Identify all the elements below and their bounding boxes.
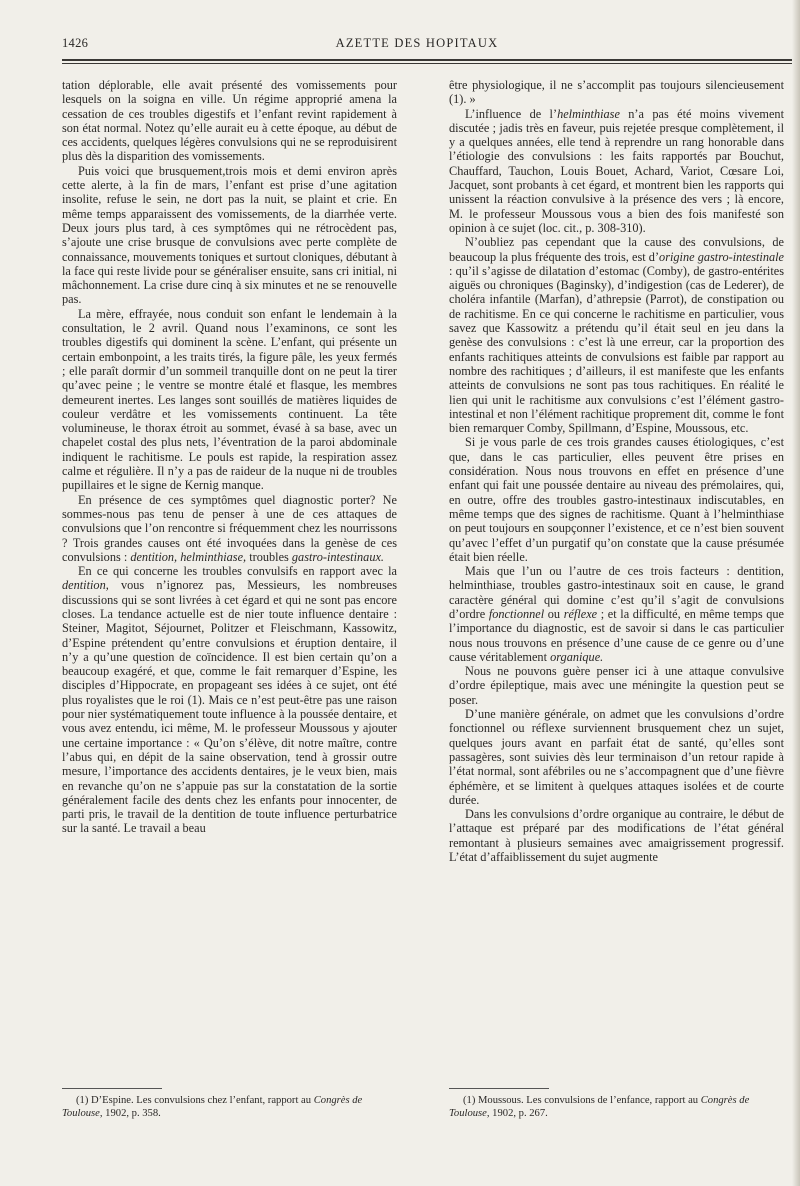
paragraph bbox=[62, 564, 397, 836]
text-run: vous n’ignorez pas, Messieurs, les nombreuses discussions qui se sont livrées à cet égard et qui ne sont pas encore closes. La tendance actuelle est de nier toute influence dentaire : Steiner, Magitot, Séjournet, Politzer et Fleischmann, Kassowitz, d’Espine prétendent qu’entre convulsions et éruption dentaire, il n’y a qu’une question de coïncidence. Il est bien certain qu’on a beaucoup exagéré, et que, comme le fait remarquer d’Espine, les disciples d’Hippocrate, en propageant ses idées à ce sujet, ont été plus royalistes que le roi (1). Mais ce n’est peut-être pas une raison pour nier systématiquement toute influence à la poussée dentaire, et vous avez entendu, ici même, M. le professeur Moussous y ajouter une certaine importance : « Qu’on s’élève, dit notre maître, contre l’abus qui, en dépit de la saine observation, tend à grossir outre mesure, l’importance des accidents dentaires, je le veux bien, mais en revanche qu’on ne s’appuie pas sur la constatation de la sortie généralement facile des dents chez les enfants pour innocenter, de parti pris, le travail de la dentition de toute influence perturbatrice sur la santé. Le travail a beau bbox=[62, 578, 397, 836]
italic-text: organique. bbox=[550, 649, 604, 664]
text-run: n’a pas été moins vivement discutée ; jadis très en faveur, puis rejetée presque complètement, il y a quelques années, elle tend à reprendre un rang honorable dans l’étiologie des convulsions : les faits rapportés par Bouchut, Chauffard, Tauchon, Louis Bouet, Achard, Variot, Cœsare Loi, Jacquet, sont probants à cet égard, et montrent bien les rapports qui unissent la réaction convulsive à la présence des vers ; là encore, M. le professeur Moussous vous a bien des fois manifesté son opinion à ce sujet (loc. cit., p. 308-310). bbox=[449, 106, 784, 235]
footnote-rule-right bbox=[449, 1088, 549, 1089]
text-run: D’une manière générale, on admet que les convulsions d’ordre fonctionnel ou réflexe surviennent brusquement chez un sujet, quelques jours avant en parfait état de santé, qu’elles sont passagères, sont suivies dès leur terminaison d’un retour rapide à l’état normal, sont afébriles ou ne s’accompagnent que d’une fièvre éphémère, et se limitent à quelques attaques isolées et de courte durée. bbox=[449, 707, 784, 807]
text-run: Nous ne pouvons guère penser ici à une attaque convulsive d’ordre épileptique, mais avec une méningite la question peut se poser. bbox=[449, 664, 784, 707]
paragraph bbox=[62, 493, 397, 564]
text-run: : qu’il s’agisse de dilatation d’estomac (Comby), de gastro-entérites aiguës ou chroniques (Baginsky), d’indigestion (cas de Lederer), de choléra infantile (Marfan), d’athrepsie (Parrot), de constipation ou de rachitisme. En ce qui concerne le rachitisme en particulier, vous savez que Kassowitz a prétendu qu’il était seul en jeu dans la genèse des convulsions : c’est là une erreur, car la proportion des enfants rachitiques atteints de convulsions est faible par rapport au nombre des rachitiques ; d’ailleurs, il est manifeste que les enfants atteints de convulsions ne sont pas tous rachitiques. En réalité le lien qui unit le rachitisme aux convulsions c’est l’élément gastro-intestinal et non l’élément rachitique proprement dit, comme le font bien remarquer Comby, Spillmann, d’Espine, Moussous, etc. bbox=[449, 263, 784, 436]
footnote-rule-left bbox=[62, 1088, 162, 1089]
text-run: 1902, p. 267. bbox=[489, 1107, 548, 1119]
footnote-text bbox=[62, 1095, 397, 1120]
paragraph bbox=[62, 307, 397, 493]
text-run: (1) Moussous. Les convulsions de l’enfance, rapport au bbox=[463, 1095, 701, 1106]
paragraph bbox=[449, 564, 784, 664]
text-run: Mais que l’un ou l’autre de ces trois facteurs : dentition, helminthiase, troubles gastro-intestinaux soit en cause, le grand caractère général qui domine c’est qu’il s’agit de convulsions d’ordre bbox=[449, 564, 784, 621]
header-rule-thick bbox=[62, 59, 792, 61]
text-run: En présence de ces symptômes quel diagnostic porter? Ne sommes-nous pas tenu de penser à une de ces attaques de convulsions que l’on rencontre si fréquemment chez les nourrissons ? Trois grandes causes ont été invoquées dans la genèse de ces convulsions : bbox=[62, 492, 397, 564]
page-number: 1426 bbox=[62, 36, 89, 50]
text-run: (1) D’Espine. Les convulsions chez l’enfant, rapport au bbox=[76, 1095, 314, 1106]
paragraph bbox=[62, 164, 397, 307]
italic-text: dentition, bbox=[62, 578, 109, 593]
paragraph bbox=[449, 807, 784, 864]
right-text-column bbox=[449, 78, 784, 864]
italic-text: Congrès de Toulouse, bbox=[449, 1095, 750, 1119]
text-run: ; et la difficulté, en même temps que l’importance du diagnostic, est de savoir si dans le cas particulier nous nous trouvons en présence d’une cause de ce genre ou d’une cause véritablement bbox=[449, 606, 784, 664]
paragraph bbox=[449, 435, 784, 564]
left-text-column bbox=[62, 78, 397, 836]
text-run: En ce qui concerne les troubles convulsifs en rapport avec la bbox=[78, 564, 397, 579]
journal-title: AZETTE DES HOPITAUX bbox=[335, 36, 499, 50]
footnote-left bbox=[62, 1095, 397, 1120]
paragraph bbox=[449, 664, 784, 707]
text-run: Puis voici que brusquement,trois mois et demi environ après cette alerte, à la fin de mars, l’enfant est prise d’une agitation insolite, refuse le sein, ne dort pas la nuit, se plaint et crie. En même temps apparaissent des vomissements, de la diarrhée verte. Deux jours plus tard, à ces symptômes qui ne rétrocèdent pas, s’ajoute une crise brusque de convulsions avec perte complète de connaissance, mouvements toniques et surtout cloniques, débutant à la face qui reste livide pour se généraliser ensuite, sans cri initial, ni mâchonnement. La crise dure cinq à six minutes et ne se renouvelle pas. bbox=[62, 163, 398, 307]
paragraph bbox=[449, 107, 784, 236]
italic-text: réflexe bbox=[563, 606, 598, 621]
text-run: Dans les convulsions d’ordre organique au contraire, le début de l’attaque est préparé par des modifications de l’état général remontant à plusieurs semaines avec amaigrissement progressif. L’état d’affaiblissement du sujet augmente bbox=[449, 807, 784, 865]
paragraph bbox=[449, 707, 784, 807]
footnote-text bbox=[449, 1095, 784, 1120]
italic-text: gastro-intestinaux. bbox=[291, 549, 384, 564]
paragraph bbox=[449, 78, 784, 107]
italic-text: fonctionnel bbox=[488, 606, 545, 621]
text-run: N’oubliez pas cependant que la cause des convulsions, de beaucoup la plus fréquente des trois, est d’ bbox=[449, 235, 784, 264]
text-run: La mère, effrayée, nous conduit son enfant le lendemain à la consultation, le 2 avril. Quand nous l’examinons, ce sont les troubles digestifs qui dominent la scène. L’enfant, qui présente un certain embonpoint, a les traits tirés, la figure pâle, les yeux fermés ; elle paraît dormir d’un sommeil tranquille dont on ne peut la tirer qu’avec peine ; le ventre se montre étalé et flasque, les membres demeurent inertes. Les langes sont souillés de matières liquides de couleur verdâtre et les vomissements continuent. La tête volumineuse, le thorax étroit au sommet, évasé à sa base, avec un chapelet costal des plus nets, l’éventration de la paroi abdominale indiquent le rachitisme. Le pouls est rapide, la respiration assez calme et régulière. Il n’y a pas de raideur de la nuque ni de troubles pupillaires et le signe de Kernig manque. bbox=[62, 306, 397, 493]
italic-text: helminthiase bbox=[557, 106, 620, 121]
text-run: troubles bbox=[246, 549, 292, 564]
text-run: ou bbox=[544, 606, 564, 621]
page-edge-shadow bbox=[792, 0, 800, 1186]
italic-text: dentition, helminthiase, bbox=[130, 549, 247, 564]
text-run: Si je vous parle de ces trois grandes causes étiologiques, c’est que, dans le cas particulier, elles peuvent être prises en considération. Nous nous trouvons en effet en présence d’une enfant qui fait une poussée dentaire au niveau des prémolaires, qui, en outre, offre des troubles gastro-intestinaux indiscutables, en même temps que des signes de rachitisme. Quant à l’helminthiase on peut toujours en soupçonner l’existence, et ce n’est bien souvent qu’avec l’effet d’un purgatif qu’on constate que la cause présumée était bien réelle. bbox=[449, 435, 784, 564]
italic-text: origine gastro-intestinale bbox=[659, 249, 784, 264]
footnote-right bbox=[449, 1095, 784, 1120]
header-rule-thin bbox=[62, 63, 792, 64]
paragraph bbox=[449, 235, 784, 435]
text-run: L’influence de l’ bbox=[465, 106, 558, 121]
paragraph bbox=[62, 78, 397, 164]
text-run: tation déplorable, elle avait présenté des vomissements pour lesquels on la soigna en ville. Un régime approprié amena la cessation de ces troubles digestifs et l’enfant revint rapidement à son état normal. Notez qu’elle aurait eu à cette époque, au début de ces accidents, quelques légères convulsions qui ne se reproduisirent plus dès la disparition des vomissements. bbox=[62, 78, 397, 164]
text-run: être physiologique, il ne s’accomplit pas toujours silencieusement (1). » bbox=[449, 78, 784, 107]
page-header bbox=[62, 36, 772, 56]
text-run: 1902, p. 358. bbox=[102, 1107, 161, 1119]
italic-text: Congrès de Toulouse, bbox=[62, 1095, 363, 1119]
